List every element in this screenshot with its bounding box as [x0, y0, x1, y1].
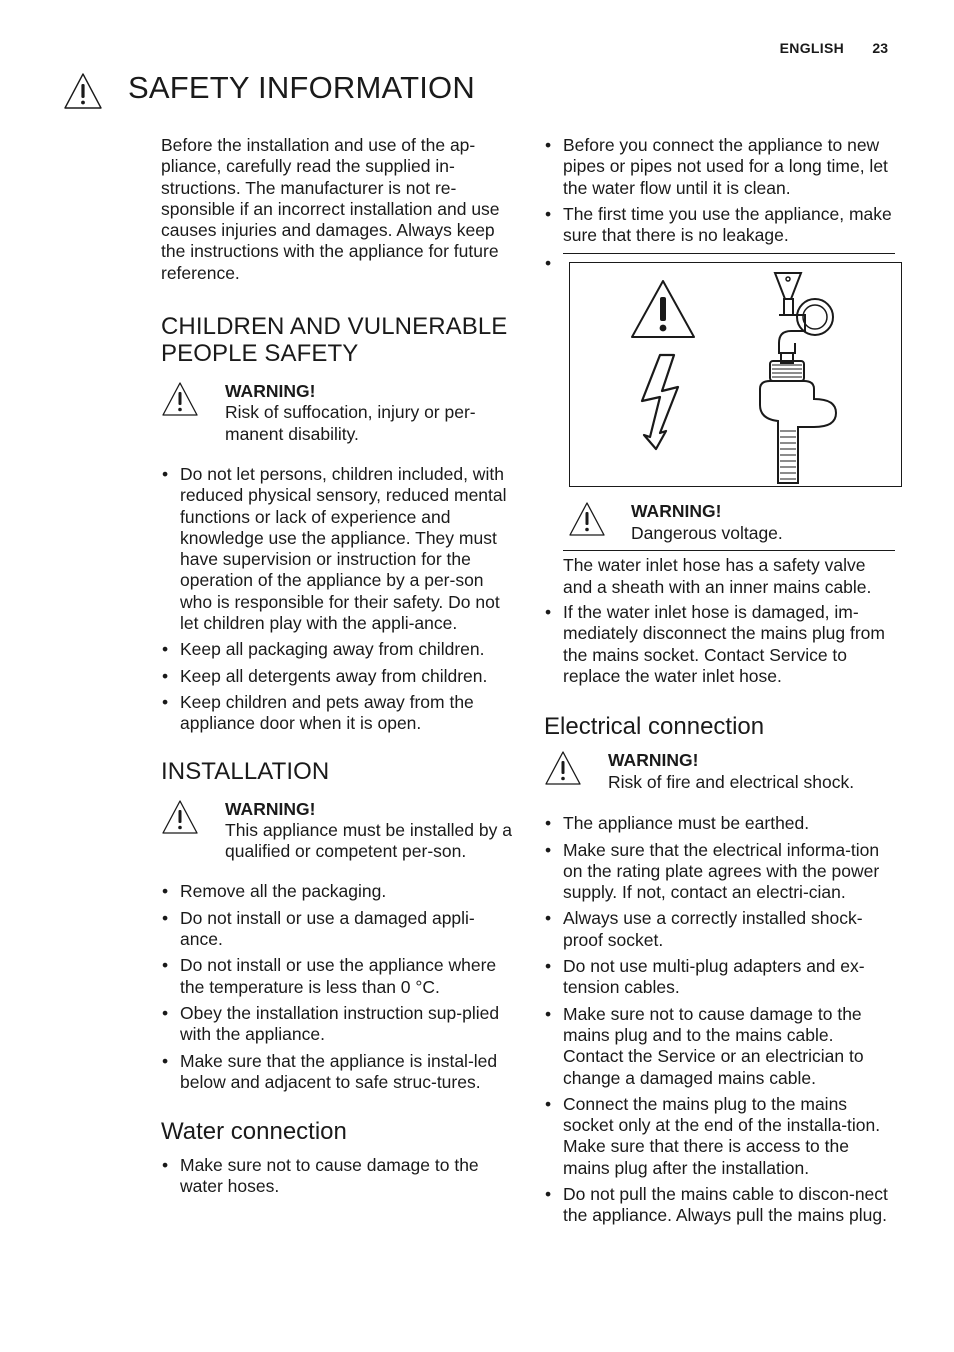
divider — [563, 253, 895, 254]
hose-figure-bullet — [544, 253, 898, 598]
right-column — [544, 135, 898, 1232]
installation-heading: INSTALLATION — [161, 757, 330, 785]
warning-triangle-icon — [544, 750, 582, 791]
list-item: • Do not pull the mains cable to discon-nect the appliance. Always pull the mains plug. — [544, 1184, 898, 1227]
list-item: • Connect the mains plug to the mains socket only at the end of the installa-tion. Make sure that there is access to the mains plug after the installation. — [544, 1094, 898, 1179]
warning-title: WARNING! — [608, 750, 699, 771]
water-connection-heading: Water connection — [161, 1118, 347, 1146]
warning-title: WARNING! — [225, 798, 316, 819]
list-item: • Remove all the packaging. — [161, 881, 516, 902]
list-item: • Make sure that the appliance is instal-led below and adjacent to safe struc-tures. — [161, 1051, 516, 1094]
water-tap-icon — [765, 269, 837, 370]
water-connection-list-after — [544, 602, 898, 687]
list-item: • Always use a correctly installed shock-proof socket. — [544, 908, 898, 951]
header-language: ENGLISH — [779, 40, 844, 56]
lightning-bolt-icon — [636, 353, 684, 456]
list-item: • Do not let persons, children included, with reduced physical sensory, reduced mental functions or lack of experience and knowledge use the appliance. They must have supervision or instruction for the operation of the appliance by a per-son who is responsible for their safety. Do not let children play with the appli-ance. — [161, 464, 516, 634]
page-title: SAFETY INFORMATION — [128, 70, 475, 105]
list-item: • The first time you use the appliance, make sure that there is no leakage. — [544, 204, 898, 247]
list-item: • Keep all detergents away from children. — [161, 666, 516, 687]
children-heading-line1: CHILDREN AND VULNERABLE — [161, 313, 508, 341]
divider — [563, 550, 895, 551]
children-safety-list — [161, 464, 516, 735]
list-item: • Make sure not to cause damage to the water hoses. — [161, 1155, 516, 1198]
warning-text: This appliance must be installed by a qualified or competent per-son. — [225, 819, 512, 862]
water-connection-list-right — [544, 135, 898, 246]
list-item: • Make sure not to cause damage to the mains plug and to the mains cable. Contact the Service or an electrician to change a damaged mains cable. — [544, 1004, 898, 1089]
warning-triangle-icon — [161, 381, 199, 422]
list-item: • If the water inlet hose is damaged, im-mediately disconnect the mains plug from the mains socket. Contact Service to replace the water inlet hose. — [544, 602, 898, 687]
water-connection-list-left — [161, 1155, 516, 1198]
intro-paragraph: Before the installation and use of the ap-pliance, carefully read the supplied in-structions. The manufacturer is not re-sponsible if an incorrect installation and use causes injuries and damages. Always keep the instructions with the appliance for future reference. — [161, 135, 500, 283]
hose-note: The water inlet hose has a safety valve and a sheath with an inner mains cable. — [563, 555, 872, 597]
list-item: • Do not use multi-plug adapters and ex-tension cables. — [544, 956, 898, 999]
warning-triangle-icon — [629, 278, 697, 345]
warning-title: • WARNING! — [631, 501, 722, 522]
children-heading-line2: PEOPLE SAFETY — [161, 340, 359, 368]
left-column — [161, 135, 516, 1203]
list-item: • Do not install or use the appliance where the temperature is less than 0 °C. — [161, 955, 516, 998]
list-item: • Keep children and pets away from the appliance door when it is open. — [161, 692, 516, 735]
voltage-warning — [568, 501, 898, 545]
warning-title: WARNING! — [225, 381, 316, 402]
list-item: • Keep all packaging away from children. — [161, 639, 516, 660]
list-item: • Make sure that the electrical informa-tion on the rating plate agrees with the power supply. If not, contact an electri-cian. — [544, 840, 898, 904]
inlet-hose-icon — [752, 359, 842, 490]
page-number: 23 — [872, 40, 888, 56]
electrical-connection-list — [544, 813, 898, 1226]
warning-text: Risk of fire and electrical shock. — [608, 771, 855, 792]
installation-warning — [161, 799, 516, 863]
children-warning — [161, 381, 516, 445]
list-item: • The appliance must be earthed. — [544, 813, 898, 834]
list-item: • Obey the installation instruction sup-plied with the appliance. — [161, 1003, 516, 1046]
children-safety-heading — [161, 313, 516, 367]
hose-figure — [569, 262, 902, 487]
electrical-connection-heading: Electrical connection — [544, 713, 765, 741]
warning-text: Risk of suffocation, injury or per-manent disability. — [225, 402, 476, 444]
list-item: • Before you connect the appliance to new pipes or pipes not used for a long time, let the water flow until it is clean. — [544, 135, 898, 199]
warning-triangle-icon — [63, 72, 103, 115]
electrical-warning — [544, 750, 898, 794]
warning-triangle-icon — [568, 501, 606, 542]
warning-triangle-icon — [161, 799, 199, 840]
installation-list — [161, 881, 516, 1093]
warning-text: Dangerous voltage. — [631, 522, 783, 543]
list-item: • Do not install or use a damaged appli-ance. — [161, 908, 516, 951]
